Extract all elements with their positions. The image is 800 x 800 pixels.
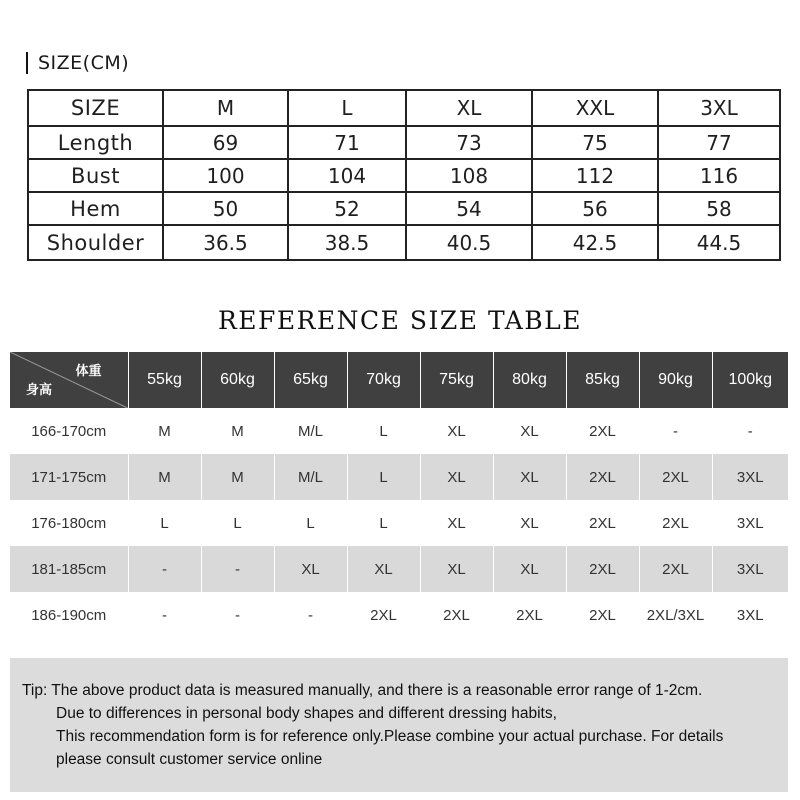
size-value-cell: 40.5 xyxy=(406,225,532,260)
weight-header-cell: 60kg xyxy=(201,352,274,408)
weight-header-cell: 65kg xyxy=(274,352,347,408)
height-range-cell: 186-190cm xyxy=(10,592,128,638)
reference-table-title: REFERENCE SIZE TABLE xyxy=(217,306,583,335)
recommended-size-cell: XL xyxy=(420,546,493,592)
recommended-size-cell: XL xyxy=(420,408,493,454)
weight-header-cell: 80kg xyxy=(493,352,566,408)
size-chart-row xyxy=(28,126,780,159)
recommended-size-cell: - xyxy=(712,408,788,454)
size-header-label: SIZE xyxy=(28,90,163,126)
recommended-size-cell: XL xyxy=(493,454,566,500)
reference-header-row xyxy=(10,352,788,408)
size-value-cell: 112 xyxy=(532,159,658,192)
recommended-size-cell: 2XL xyxy=(566,408,639,454)
measurement-label: Length xyxy=(28,126,163,159)
size-chart-row xyxy=(28,192,780,225)
tip-box xyxy=(10,658,788,792)
recommended-size-cell: 3XL xyxy=(712,454,788,500)
recommended-size-cell: 2XL xyxy=(566,454,639,500)
height-range-cell: 181-185cm xyxy=(10,546,128,592)
reference-row xyxy=(10,592,788,638)
size-value-cell: 38.5 xyxy=(288,225,406,260)
size-header-cell: XL xyxy=(406,90,532,126)
recommended-size-cell: M/L xyxy=(274,408,347,454)
reference-size-table xyxy=(10,352,788,638)
recommended-size-cell: 3XL xyxy=(712,500,788,546)
size-value-cell: 44.5 xyxy=(658,225,780,260)
size-value-cell: 100 xyxy=(163,159,288,192)
size-header-cell: 3XL xyxy=(658,90,780,126)
recommended-size-cell: - xyxy=(128,546,201,592)
recommended-size-cell: 2XL/3XL xyxy=(639,592,712,638)
tip-line: Tip: The above product data is measured manually, and there is a reasonable error range of 1-2cm. xyxy=(22,682,703,699)
measurement-label: Shoulder xyxy=(28,225,163,260)
recommended-size-cell: 2XL xyxy=(639,500,712,546)
size-chart-header-row xyxy=(28,90,780,126)
size-value-cell: 54 xyxy=(406,192,532,225)
recommended-size-cell: XL xyxy=(420,454,493,500)
measurement-label: Bust xyxy=(28,159,163,192)
size-value-cell: 52 xyxy=(288,192,406,225)
recommended-size-cell: L xyxy=(201,500,274,546)
reference-row xyxy=(10,454,788,500)
tip-line: please consult customer service online xyxy=(56,751,323,768)
weight-header-cell: 90kg xyxy=(639,352,712,408)
recommended-size-cell: 2XL xyxy=(566,500,639,546)
recommended-size-cell: - xyxy=(201,592,274,638)
size-value-cell: 77 xyxy=(658,126,780,159)
recommended-size-cell: XL xyxy=(493,546,566,592)
recommended-size-cell: L xyxy=(347,408,420,454)
recommended-size-cell: 3XL xyxy=(712,546,788,592)
size-chart-table xyxy=(27,89,781,261)
size-value-cell: 42.5 xyxy=(532,225,658,260)
recommended-size-cell: 2XL xyxy=(420,592,493,638)
height-range-cell: 176-180cm xyxy=(10,500,128,546)
recommended-size-cell: 3XL xyxy=(712,592,788,638)
reference-row xyxy=(10,500,788,546)
weight-header-cell: 55kg xyxy=(128,352,201,408)
recommended-size-cell: 2XL xyxy=(639,546,712,592)
reference-row xyxy=(10,546,788,592)
weight-header-cell: 70kg xyxy=(347,352,420,408)
recommended-size-cell: L xyxy=(347,454,420,500)
size-value-cell: 116 xyxy=(658,159,780,192)
weight-header-cell: 85kg xyxy=(566,352,639,408)
weight-axis-label: 体重 xyxy=(75,363,102,378)
recommended-size-cell: 2XL xyxy=(566,592,639,638)
recommended-size-cell: XL xyxy=(493,408,566,454)
reference-row xyxy=(10,408,788,454)
recommended-size-cell: 2XL xyxy=(566,546,639,592)
recommended-size-cell: M xyxy=(201,408,274,454)
recommended-size-cell: - xyxy=(201,546,274,592)
height-range-cell: 171-175cm xyxy=(10,454,128,500)
recommended-size-cell: M xyxy=(201,454,274,500)
recommended-size-cell: XL xyxy=(347,546,420,592)
recommended-size-cell: - xyxy=(128,592,201,638)
recommended-size-cell: 2XL xyxy=(639,454,712,500)
size-header-cell: M xyxy=(163,90,288,126)
recommended-size-cell: L xyxy=(274,500,347,546)
size-value-cell: 58 xyxy=(658,192,780,225)
recommended-size-cell: L xyxy=(128,500,201,546)
size-value-cell: 36.5 xyxy=(163,225,288,260)
recommended-size-cell: - xyxy=(274,592,347,638)
section-title-text: SIZE(CM) xyxy=(38,52,130,74)
title-accent-bar xyxy=(26,52,28,74)
weight-header-cell: 100kg xyxy=(712,352,788,408)
corner-header-cell xyxy=(10,352,128,408)
recommended-size-cell: 2XL xyxy=(493,592,566,638)
size-value-cell: 71 xyxy=(288,126,406,159)
height-range-cell: 166-170cm xyxy=(10,408,128,454)
recommended-size-cell: M/L xyxy=(274,454,347,500)
size-value-cell: 108 xyxy=(406,159,532,192)
height-axis-label: 身高 xyxy=(26,382,53,397)
recommended-size-cell: L xyxy=(347,500,420,546)
size-value-cell: 50 xyxy=(163,192,288,225)
size-chart-row xyxy=(28,225,780,260)
size-value-cell: 69 xyxy=(163,126,288,159)
size-value-cell: 104 xyxy=(288,159,406,192)
recommended-size-cell: M xyxy=(128,408,201,454)
recommended-size-cell: XL xyxy=(420,500,493,546)
tip-line: Due to differences in personal body shapes and different dressing habits, xyxy=(56,705,557,722)
size-header-cell: XXL xyxy=(532,90,658,126)
recommended-size-cell: M xyxy=(128,454,201,500)
measurement-label: Hem xyxy=(28,192,163,225)
size-value-cell: 73 xyxy=(406,126,532,159)
recommended-size-cell: - xyxy=(639,408,712,454)
size-chart-row xyxy=(28,159,780,192)
size-header-cell: L xyxy=(288,90,406,126)
size-value-cell: 75 xyxy=(532,126,658,159)
recommended-size-cell: 2XL xyxy=(347,592,420,638)
recommended-size-cell: XL xyxy=(493,500,566,546)
size-value-cell: 56 xyxy=(532,192,658,225)
tip-line: This recommendation form is for reference only.Please combine your actual purchase. For details xyxy=(56,728,724,745)
weight-header-cell: 75kg xyxy=(420,352,493,408)
recommended-size-cell: XL xyxy=(274,546,347,592)
size-section-title xyxy=(26,50,129,76)
